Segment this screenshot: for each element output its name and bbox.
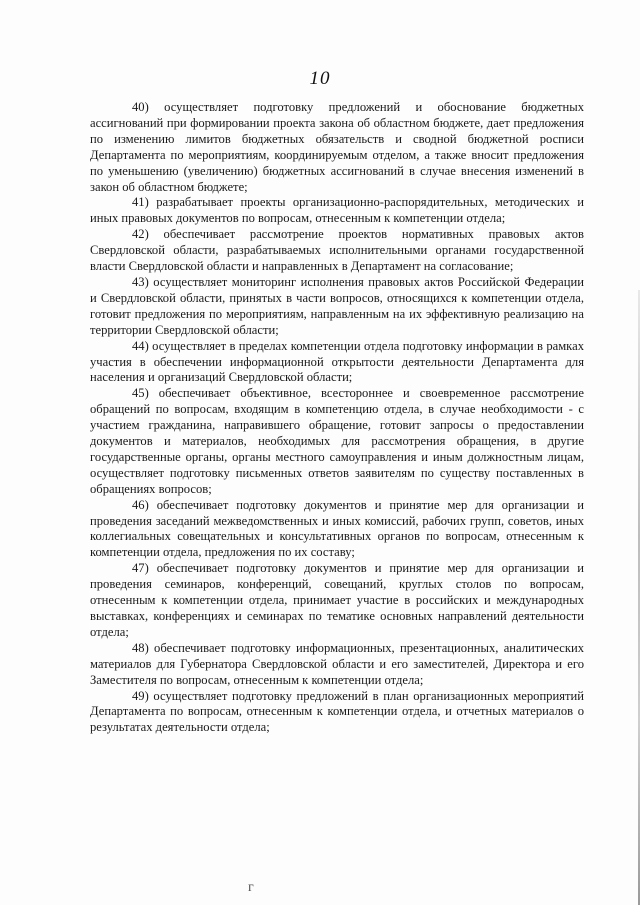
paragraph-42: 42) обеспечивает рассмотрение проектов нормативных правовых актов Свердловской области, разрабатываемых исполнительными органами государственной власти Свердловской области и направленных в Департамент на согласование; bbox=[90, 227, 584, 274]
paragraph-40: 40) осуществляет подготовку предложений и обоснование бюджетных ассигнований при формировании проекта закона об областном бюджете, дает предложения по изменению лимитов бюджетных обязательств и сводной бюджетной росписи Департамента по мероприятиям, координируемым отделом, а также вносит предложения по уменьшению (увеличению) бюджетных ассигнований в случае внесения изменений в закон об областном бюджете; bbox=[90, 100, 584, 194]
paragraph-45: 45) обеспечивает объективное, всестороннее и своевременное рассмотрение обращений по вопросам, входящим в компетенцию отдела, в случае необходимости - с участием гражданина, направившего обращение, готовит запросы о предоставлении документов и материалов, необходимых для рассмотрения обращения, в другие государственные органы, органы местного самоуправления и иным должностным лицам, осуществляет подготовку письменных ответов заявителям по существу поставленных в обращениях вопросов; bbox=[90, 386, 584, 496]
page-number: 10 bbox=[309, 68, 331, 89]
paragraph-47: 47) обеспечивает подготовку документов и принятие мер для организации и проведения семинаров, конференций, совещаний, круглых столов по вопросам, отнесенным к компетенции отдела, принимает участие в российских и международных выставках, конференциях и семинарах по тематике основных направлений деятельности отдела; bbox=[90, 561, 584, 639]
paragraph-48: 48) обеспечивает подготовку информационных, презентационных, аналитических материалов для Губернатора Свердловской области и его заместителей, Директора и его Заместителя по вопросам, отнесенным к компетенции отдела; bbox=[90, 640, 584, 687]
paragraph-41: 41) разрабатывает проекты организационно-распорядительных, методических и иных правовых документов по вопросам, отнесенным к компетенции отдела; bbox=[90, 195, 584, 226]
paragraph-49: 49) осуществляет подготовку предложений в план организационных мероприятий Департамента по вопросам, отнесенным к компетенции отдела, и отчетных материалов о результатах деятельности отдела; bbox=[90, 688, 584, 735]
document-body bbox=[90, 100, 584, 736]
footer-mark: г bbox=[248, 880, 254, 895]
paragraph-43: 43) осуществляет мониторинг исполнения правовых актов Российской Федерации и Свердловской области, принятых в части вопросов, относящихся к компетенции отдела, готовит предложения по мероприятиям, направленным на их эффективную реализацию на территории Свердловской области; bbox=[90, 274, 584, 337]
paragraph-46: 46) обеспечивает подготовку документов и принятие мер для организации и проведения заседаний межведомственных и иных комиссий, рабочих групп, советов, иных коллегиальных совещательных и консультативных органов по вопросам, отнесенным к компетенции отдела, предложения по их составу; bbox=[90, 497, 584, 560]
paragraph-44: 44) осуществляет в пределах компетенции отдела подготовку информации в рамках участия в обеспечении информационной открытости деятельности Департамента для населения и организаций Свердловской области; bbox=[90, 338, 584, 385]
